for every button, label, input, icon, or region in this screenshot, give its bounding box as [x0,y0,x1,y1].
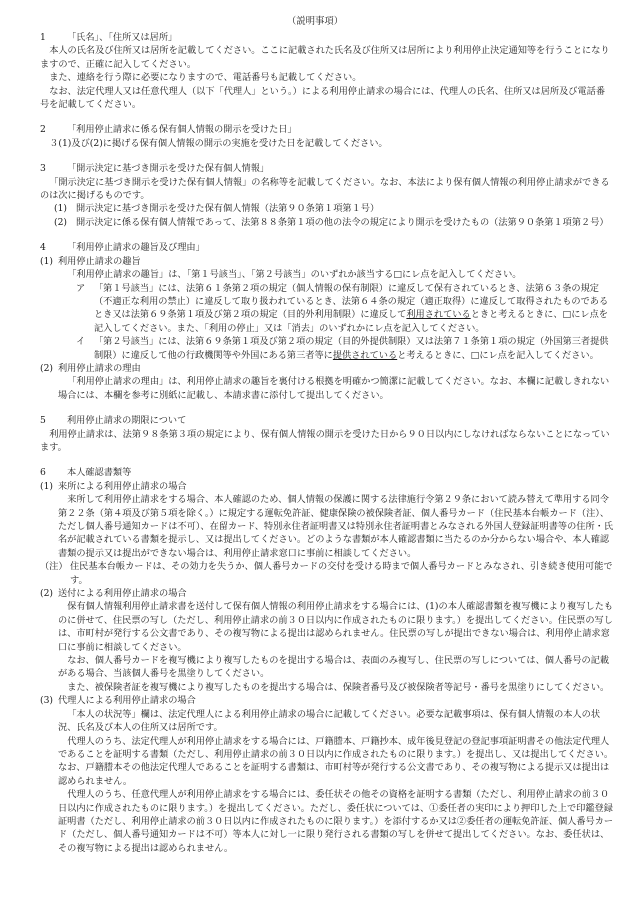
section-1-heading [40,31,614,44]
subsection-heading: 送付による利用停止請求の場合 [58,588,187,600]
footnote [40,560,614,587]
list-item [40,335,614,362]
section-title: 「氏名」、「住所又は居所」 [67,32,178,43]
section-number: 3 [40,163,46,175]
section-2-heading [40,123,614,136]
list-marker: ア [76,282,86,294]
document-body [40,31,614,867]
section-number: 5 [40,415,46,427]
subsection-title [40,362,614,375]
section-3 [40,162,614,229]
section-6-heading [40,466,614,479]
section-2 [40,123,614,150]
section-title: 「開示決定に基づき開示を受けた保有個人情報」 [67,163,270,175]
section-title: 利用停止請求の期限について [67,415,187,427]
paragraph: 来所して利用停止請求をする場合、本人確認のため、個人情報の保護に関する法律施行令第２９条において読み替えて準用する同令第２２条（第４項及び第５項を除く。）に規定する運転免許証、健康保険の被保険者証、個人番号カード（住民基本台帳カード（注）、ただし個人番号通知カードは不可）、在留カード、特別永住者証明書又は特別永住者証明書とみなされる外国人登録証明書等の住所・氏名が記載されている書類を提示し、又は提出してください。どのような書類が本人確認書類に当たるのか分からない場合や、本人確認書類の提示又は提出ができない場合は、利用停止請求窓口に事前に相談してください。 [58,494,614,559]
subsection-heading: 利用停止請求の趣旨 [58,255,141,267]
section-1 [40,31,614,111]
list-text: 「第１号該当」には、法第６１条第２項の規定（個人情報の保有制限）に違反して保有されているとき、法第６３条の規定（不適正な利用の禁止）に違反して取り扱われているとき、法第６４条の規定（適正取得）に違反して取得されたものであるとき又は法第６９条第１項及び第２項の規定（目的外利用制限）に違反して [94,282,609,321]
paragraph: 「利用停止請求の理由」は、利用停止請求の趣旨を裏付ける根拠を明確かつ簡潔に記載してください。なお、本欄に記載しきれない場合には、本欄を参考に別紙に記載し、本請求書に添付して提出してください。 [58,376,610,401]
subsection-title [40,255,614,268]
paragraph: 代理人のうち、法定代理人が利用停止請求をする場合には、戸籍謄本、戸籍抄本、成年後見登記の登記事項証明書その他法定代理人であることを証明する書類（ただし、利用停止請求の前３０日以内に作成されたものに限ります。）を提出し、又は提出してください。なお、戸籍謄本その他法定代理人であることを証明する書類は、市町村等が発行する公文書であり、その複写物による提示又は提出は認められません。 [58,735,614,787]
section-number: 6 [40,467,46,479]
page-title: （説明事項） [286,16,344,27]
list-marker: (2) [40,588,54,600]
paragraph: 利用停止請求は、法第９８条第３項の規定により、保有個人情報の開示を受けた日から９０日以内にしなければならないことになっています。 [40,428,610,453]
list-item [40,282,614,336]
paragraph: 「本人の状況等」欄は、法定代理人による利用停止請求の場合に記載してください。必要な記載事項は、保有個人情報の本人の状況、氏名及び本人の住所又は居所です。 [58,708,601,734]
subsection-heading: 来所による利用停止請求の場合 [58,480,187,492]
underlined-text: 利用されている [406,309,471,321]
list-text: と考えるときに、□にレ点を記入してください。 [397,349,599,361]
section-title: 「利用停止請求の趣旨及び理由」 [67,242,205,254]
subsection-heading: 利用停止請求の理由 [58,362,141,374]
section-title: 本人確認書類等 [67,467,132,479]
list-marker: (2) [54,216,68,228]
section-6 [40,466,614,855]
list-marker: (1) [40,480,54,492]
subsection-title [40,587,614,600]
section-title: 「利用停止請求に係る保有個人情報の開示を受けた日」 [67,124,297,136]
list-marker: (1) [40,255,54,267]
list-text: ときと考えるときに、□にレ点を記入してください。また、「利用の停止」又は「消去」のいずれかにレ点を記入してください。 [94,309,608,334]
paragraph: 「開示決定に基づき開示を受けた保有個人情報」の名称等を記載してください。なお、本法により保有個人情報の利用停止請求ができるのは次に掲げるものです。 [40,176,610,202]
list-text: 「第２号該当」には、法第６９条第１項及び第２項の規定（目的外提供制限）又は法第７１条第１項の規定（外国第三者提供制限）に違反して他の行政機関等や外国にある第三者等に [94,336,609,361]
section-number: 4 [40,242,46,254]
section-5 [40,414,614,454]
paragraph: 本人の氏名及び住所又は居所を記載してください。ここに記載された氏名及び住所又は居所により利用停止決定通知等を行うことになりますので、正確に記入してください。 [40,45,610,70]
footnote-text: 住民基本台帳カードは、その効力を失うか、個人番号カードの交付を受ける時まで個人番号カードとみなされ、引き続き使用可能です。 [70,561,613,586]
section-5-heading [40,414,614,427]
section-4-heading [40,241,614,254]
paragraph: また、被保険者証を複写機により複写したものを提出する場合は、保険者番号及び被保険者等記号・番号を黒塗りにしてください。 [67,681,610,693]
section-3-heading [40,162,614,175]
paragraph: ３(1)及び(2)に掲げる保有個人情報の開示の実施を受けた日を記載してください。 [49,137,388,149]
section-number: 2 [40,124,46,136]
paragraph: 保有個人情報利用停止請求書を送付して保有個人情報の利用停止請求をする場合には、(1)の本人確認書類を複写機により複写したものに併せて、住民票の写し（ただし、利用停止請求の前３０日以内に作成されたものに限ります。）を提出してください。住民票の写しは、市町村が発行する公文書であり、その複写物による提出は認められません。住民票の写しが提出できない場合は、利用停止請求窓口に事前に相談してください。 [58,601,614,653]
list-marker: (1) [54,203,68,215]
list-marker: (3) [40,695,54,707]
paragraph: また、連絡を行う際に必要になりますので、電話番号も記載してください。 [49,72,362,84]
paragraph: 代理人のうち、任意代理人が利用停止請求をする場合には、委任状その他その資格を証明する書類（ただし、利用停止請求の前３０日以内に作成されたものに限ります。）を提出してください。ただし、委任状については、①委任者の実印により押印した上で印鑑登録証明書（ただし、利用停止請求の前３０日以内に作成されたものに限ります。）を添付するか又は②委任者の運転免許証、個人番号カード（ただし、個人番号通知カードは不可）等本人に対し一に限り発行される書類の写しを併せて提出してください。なお、委任状は、その複写物による提出は認められません。 [58,789,614,854]
footnote-marker: （注） [40,561,68,573]
subsection-title [40,694,614,707]
list-text: 開示決定に基づき開示を受けた保有個人情報（法第９０条第１項第１号） [76,203,380,215]
list-text: 開示決定に係る保有個人情報であって、法第８８条第１項の他の法令の規定により開示を受けたもの（法第９０条第１項第２号） [76,216,609,228]
section-4 [40,241,614,402]
paragraph: なお、個人番号カードを複写機により複写したものを提出する場合は、表面のみ複写し、住民票の写しについては、個人番号の記載がある場合、当該個人番号を黒塗りしてください。 [58,655,610,680]
paragraph: 「利用停止請求の趣旨」は、「第１号該当」、「第２号該当」のいずれか該当する□にレ点を記入してください。 [67,269,522,281]
paragraph: なお、法定代理人又は任意代理人（以下「代理人」という。）による利用停止請求の場合には、代理人の氏名、住所又は居所及び電話番号を記載してください。 [40,85,606,111]
list-item [40,216,614,229]
underlined-text: 提供されている [332,349,398,361]
subsection-title [40,480,614,493]
section-number: 1 [40,32,46,43]
list-marker: イ [76,336,86,348]
subsection-heading: 代理人による利用停止請求の場合 [58,695,196,707]
list-item [40,202,614,215]
list-marker: (2) [40,362,54,374]
